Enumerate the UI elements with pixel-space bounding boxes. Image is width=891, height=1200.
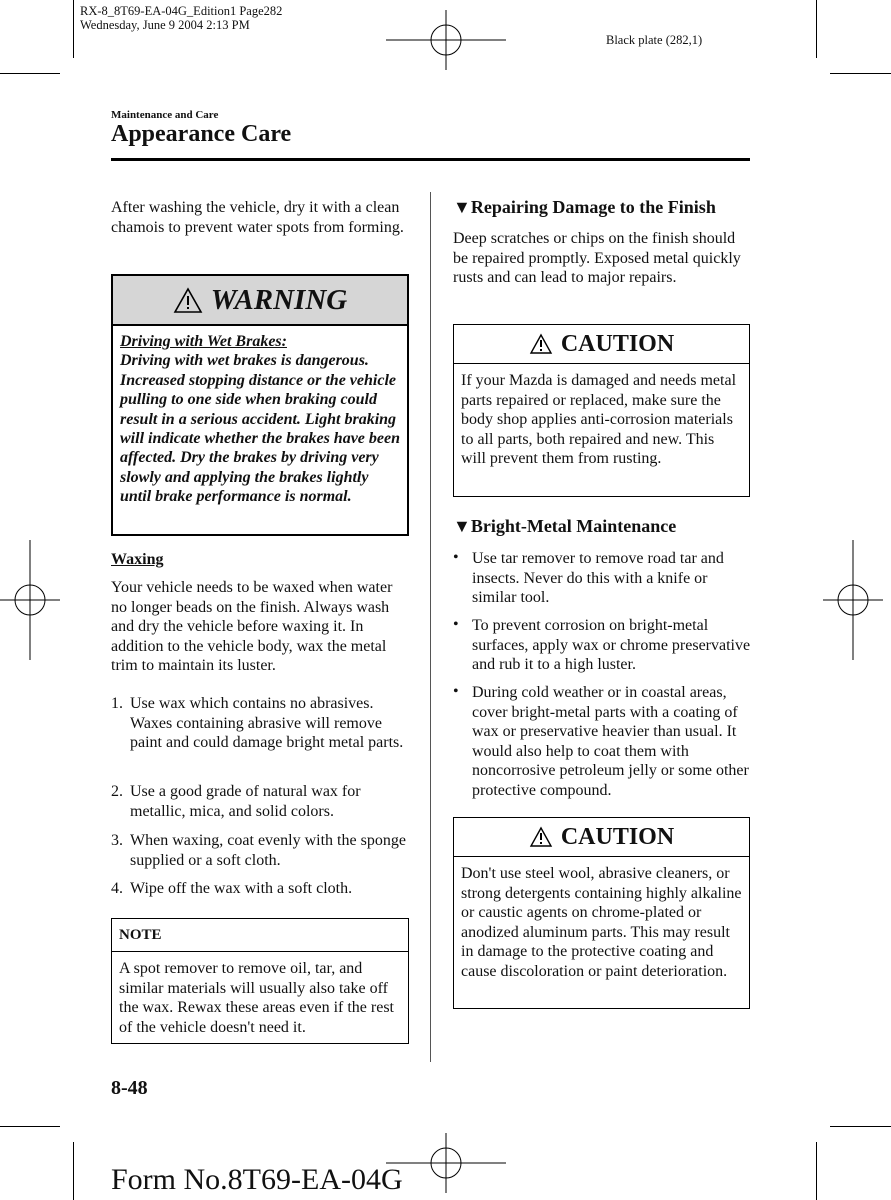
caution-text: If your Mazda is damaged and needs metal parts repaired or replaced, make sure the body shop applies anti-corrosion materials to all parts, both repaired and new. This will prevent them from rusting. [461,372,737,467]
caution-box-2 [453,817,750,1009]
step-text: Use a good grade of natural wax for metallic, mica, and solid colors. [130,783,361,820]
step-text: Wipe off the wax with a soft cloth. [130,880,353,897]
registration-mark-top [386,10,506,70]
note-title: NOTE [112,919,408,952]
note-text: A spot remover to remove oil, tar, and similar materials will usually also take off the wax. Rewax these areas even if the rest of the vehicle doesn't need it. [119,960,394,1036]
warning-triangle-icon [173,287,203,314]
step-number: 1. [111,695,123,712]
step-number: 3. [111,832,123,849]
warning-title: WARNING [210,283,348,316]
down-triangle-icon: ▼ [453,516,471,536]
waxing-heading: Waxing [111,551,164,568]
intro-paragraph: After washing the vehicle, dry it with a clean chamois to prevent water spots from forming. [111,199,404,236]
warning-triangle-icon [529,826,553,848]
warning-header [113,276,407,326]
warning-text: Driving with wet brakes is dangerous. Increased stopping distance or the vehicle pulling to one side when braking could result in a serious accident. Light braking will indicate whether the brakes have been affected. Dry the brakes by driving very slowly and applying the brakes lightly until brake performance is normal. [120,352,400,506]
waxing-paragraph: Your vehicle needs to be waxed when water no longer beads on the finish. Always wash and dry the vehicle before waxing it. In addition to the vehicle body, wax the metal trim to maintain its luster. [111,579,393,674]
bullet-icon: • [453,683,459,700]
registration-mark-left [0,540,60,660]
warning-subtitle: Driving with Wet Brakes: [120,333,287,350]
down-triangle-icon: ▼ [453,197,471,217]
form-number: Form No.8T69-EA-04G [111,1163,403,1196]
caution-header [454,325,749,364]
step-text: Use wax which contains no abrasives. Waxes containing abrasive will remove paint and could damage bright metal parts. [130,695,404,751]
step-number: 4. [111,880,123,897]
bullet-icon: • [453,616,459,633]
repair-heading-text: Repairing Damage to the Finish [470,197,716,217]
waxing-steps [111,694,407,904]
step-text: When waxing, coat evenly with the sponge supplied or a soft cloth. [130,832,406,869]
note-box [111,918,409,1044]
bullet-text: To prevent corrosion on bright-metal surfaces, apply wax or chrome preservative and rub it to a high luster. [472,617,751,673]
bright-metal-bullets [453,549,750,799]
warning-body [113,326,407,507]
date-line: Wednesday, June 9 2004 2:13 PM [80,18,250,32]
caution-title: CAUTION [560,823,675,850]
caution-text: Don't use steel wool, abrasive cleaners, or strong detergents containing highly alkaline or caustic agents on chrome-plated or anodized aluminum parts. This may result in damage to the protective coating and cause discoloration or paint deterioration. [461,865,742,980]
repair-paragraph: Deep scratches or chips on the finish should be repaired promptly. Exposed metal quickly rusts and can lead to major repairs. [453,230,741,286]
column-divider [430,192,431,1062]
registration-mark-right [823,540,883,660]
bullet-icon: • [453,549,459,566]
page-number: 8-48 [111,1077,148,1099]
page-title: Appearance Care [111,121,292,147]
title-rule [111,158,750,161]
bullet-text: Use tar remover to remove road tar and insects. Never do this with a knife or similar tool. [472,550,724,606]
warning-box [111,274,409,536]
bullet-text: During cold weather or in coastal areas, cover bright-metal parts with a coating of wax or preservative heavier than usual. It would also help to coat them with noncorrosive petroleum jelly or some other protective compound. [472,684,749,799]
plate-label: Black plate (282,1) [606,33,703,47]
caution-title: CAUTION [560,330,675,357]
caution-box-1 [453,324,750,497]
step-number: 2. [111,783,123,800]
repair-heading [453,197,750,218]
warning-triangle-icon [529,333,553,355]
print-header [80,4,282,32]
registration-mark-bottom [386,1133,506,1193]
caution-header [454,818,749,857]
file-line: RX-8_8T69-EA-04G_Edition1 Page282 [80,4,283,18]
bright-metal-heading-text: Bright-Metal Maintenance [470,516,677,536]
bright-metal-heading [453,516,750,537]
section-label: Maintenance and Care [111,109,219,121]
